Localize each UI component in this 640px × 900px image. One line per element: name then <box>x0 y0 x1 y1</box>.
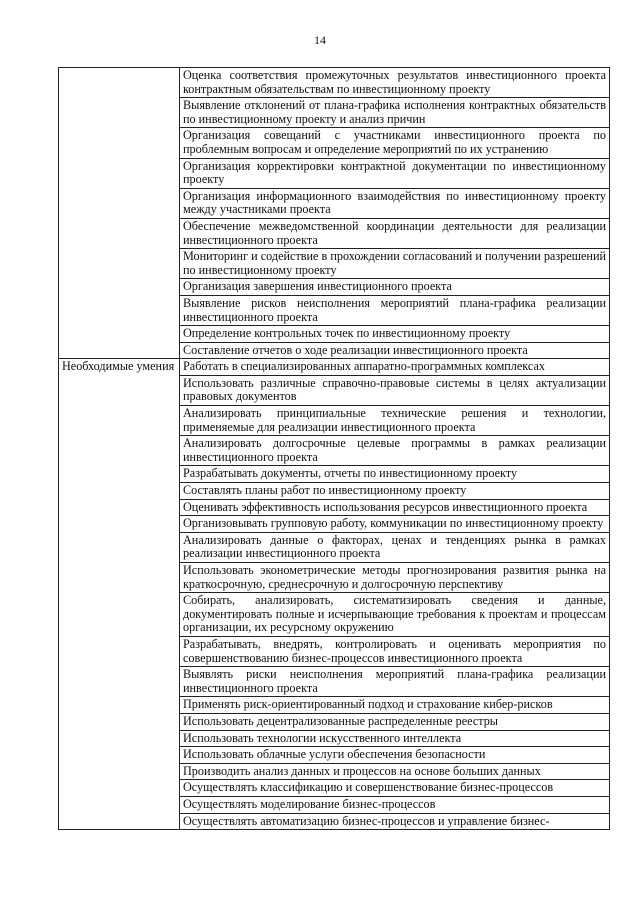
skill-item: Организовывать групповую работу, коммуникации по инвестиционному проекту <box>180 516 610 533</box>
skill-item: Разрабатывать документы, отчеты по инвестиционному проекту <box>180 466 610 483</box>
skill-item: Выявлять риски неисполнения мероприятий плана-графика реализации инвестиционного проекта <box>180 667 610 697</box>
action-item: Организация корректировки контрактной документации по инвестиционному проекту <box>180 158 610 188</box>
action-item: Выявление рисков неисполнения мероприятий плана-графика реализации инвестиционного проекта <box>180 295 610 325</box>
skill-item: Анализировать долгосрочные целевые программы в рамках реализации инвестиционного проекта <box>180 436 610 466</box>
action-item: Организация информационного взаимодействия по инвестиционному проекту между участниками проекта <box>180 188 610 218</box>
table-row <box>59 359 610 376</box>
competency-table <box>58 67 610 830</box>
skill-item: Использовать различные справочно-правовые системы в целях актуализации правовых документов <box>180 375 610 405</box>
action-item: Организация завершения инвестиционного проекта <box>180 279 610 296</box>
skill-item: Анализировать принципиальные технические решения и технологии, применяемые для реализации инвестиционного проекта <box>180 406 610 436</box>
skill-item: Производить анализ данных и процессов на основе больших данных <box>180 763 610 780</box>
section-label-empty <box>59 68 180 359</box>
action-item: Обеспечение межведомственной координации деятельности для реализации инвестиционного проекта <box>180 218 610 248</box>
skill-item: Применять риск-ориентированный подход и страхование кибер-рисков <box>180 697 610 714</box>
skill-item: Использовать эконометрические методы прогнозирования развития рынка на краткосрочную, среднесрочную и долгосрочную перспективу <box>180 563 610 593</box>
action-item: Оценка соответствия промежуточных результатов инвестиционного проекта контрактным обязательствам по инвестиционному проекту <box>180 68 610 98</box>
skill-item: Осуществлять автоматизацию бизнес-процессов и управление бизнес- <box>180 813 610 830</box>
action-item: Мониторинг и содействие в прохождении согласований и получении разрешений по инвестиционному проекту <box>180 249 610 279</box>
action-item: Составление отчетов о ходе реализации инвестиционного проекта <box>180 342 610 359</box>
skill-item: Работать в специализированных аппаратно-программных комплексах <box>180 359 610 376</box>
skill-item: Разрабатывать, внедрять, контролировать и оценивать мероприятия по совершенствованию бизнес-процессов инвестиционного проекта <box>180 636 610 666</box>
skill-item: Анализировать данные о факторах, ценах и тенденциях рынка в рамках реализации инвестиционного проекта <box>180 532 610 562</box>
skill-item: Составлять планы работ по инвестиционному проекту <box>180 483 610 500</box>
action-item: Определение контрольных точек по инвестиционному проекту <box>180 326 610 343</box>
skill-item: Использовать децентрализованные распределенные реестры <box>180 713 610 730</box>
skill-item: Осуществлять классификацию и совершенствование бизнес-процессов <box>180 780 610 797</box>
skill-item: Собирать, анализировать, систематизировать сведения и данные, документировать полные и исчерпывающие требования к проектам и процессам организации, их ресурсному окружению <box>180 593 610 637</box>
skill-item: Осуществлять моделирование бизнес-процессов <box>180 796 610 813</box>
skill-item: Оценивать эффективность использования ресурсов инвестиционного проекта <box>180 499 610 516</box>
action-item: Организация совещаний с участниками инвестиционного проекта по проблемным вопросам и определение мероприятий по их устранению <box>180 128 610 158</box>
table-row <box>59 68 610 98</box>
action-item: Выявление отклонений от плана-графика исполнения контрактных обязательств по инвестиционному проекту и анализ причин <box>180 98 610 128</box>
skill-item: Использовать технологии искусственного интеллекта <box>180 730 610 747</box>
section-label: Необходимые умения <box>59 359 180 830</box>
skill-item: Использовать облачные услуги обеспечения безопасности <box>180 747 610 764</box>
page-number: 14 <box>314 33 326 47</box>
